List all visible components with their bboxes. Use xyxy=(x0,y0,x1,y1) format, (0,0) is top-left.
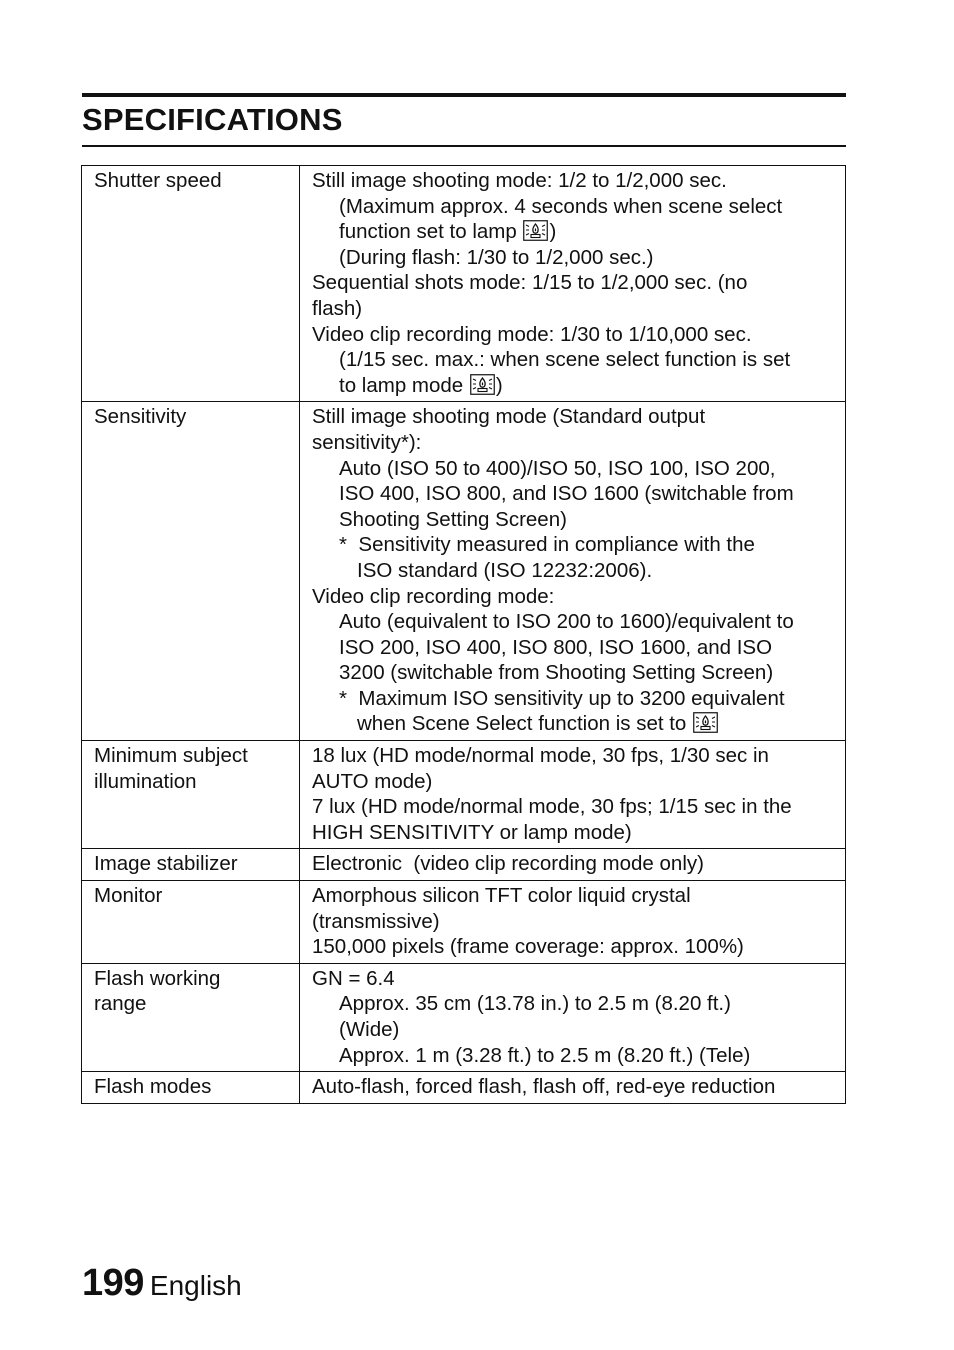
spec-line: 150,000 pixels (frame coverage: approx. 100%) xyxy=(312,935,744,959)
spec-line: ISO 200, ISO 400, ISO 800, ISO 1600, and ISO xyxy=(339,635,773,659)
spec-label-minimum-illumination xyxy=(82,741,300,849)
spec-text: to lamp mode xyxy=(339,373,464,397)
spec-line: Auto (ISO 50 to 400)/ISO 50, ISO 100, ISO 200, xyxy=(339,456,776,480)
spec-line: GN = 6.4 xyxy=(312,966,395,990)
specifications-table xyxy=(81,165,846,1104)
lamp-mode-icon xyxy=(470,374,495,395)
spec-value-sensitivity xyxy=(300,402,846,741)
spec-line: 3200 (switchable from Shooting Setting Screen) xyxy=(339,661,774,685)
spec-line: Amorphous silicon TFT color liquid crystal xyxy=(312,884,691,908)
spec-line: Video clip recording mode: 1/30 to 1/10,000 sec. xyxy=(312,322,752,346)
spec-line: Still image shooting mode (Standard output xyxy=(312,405,706,429)
spec-text: ) xyxy=(495,373,503,397)
spec-line: Still image shooting mode: 1/2 to 1/2,000 sec. xyxy=(312,169,727,192)
spec-line: 7 lux (HD mode/normal mode, 30 fps; 1/15 sec in the xyxy=(312,795,792,819)
spec-value-image-stabilizer xyxy=(300,849,846,881)
table-row xyxy=(82,741,846,849)
spec-value-minimum-illumination xyxy=(300,741,846,849)
spec-label-image-stabilizer: Image stabilizer xyxy=(82,849,300,881)
spec-text: when Scene Select function is set to xyxy=(357,712,687,736)
spec-line: Auto-flash, forced flash, flash off, red-eye reduction xyxy=(312,1075,776,1099)
table-row xyxy=(82,402,846,741)
spec-value-flash-modes xyxy=(300,1072,846,1104)
spec-label-sensitivity: Sensitivity xyxy=(82,402,300,741)
table-row xyxy=(82,881,846,964)
spec-line: Auto (equivalent to ISO 200 to 1600)/equivalent to xyxy=(339,610,794,634)
page-title: SPECIFICATIONS xyxy=(82,102,343,137)
page-language: English xyxy=(149,1270,242,1301)
header-bottom-rule xyxy=(82,145,846,147)
header-top-rule xyxy=(82,93,846,97)
spec-line: (Wide) xyxy=(339,1018,400,1041)
table-row xyxy=(82,166,846,402)
spec-label-line: range xyxy=(94,992,147,1016)
lamp-mode-icon xyxy=(523,220,548,241)
spec-label-line: Flash working xyxy=(94,966,221,990)
spec-text: Sensitivity measured in compliance with the xyxy=(358,533,755,557)
spec-text: Maximum ISO sensitivity up to 3200 equivalent xyxy=(358,686,785,710)
spec-line: ISO 400, ISO 800, and ISO 1600 (switchable from xyxy=(339,482,794,506)
footnote-marker: * xyxy=(339,533,347,557)
spec-text: function set to lamp xyxy=(339,220,517,244)
spec-line: Approx. 1 m (3.28 ft.) to 2.5 m (8.20 ft.) (Tele) xyxy=(339,1043,751,1067)
spec-text: ) xyxy=(549,220,557,244)
spec-line: Approx. 35 cm (13.78 in.) to 2.5 m (8.20 ft.) xyxy=(339,992,731,1016)
spec-text-with-icon xyxy=(357,711,833,737)
spec-line: flash) xyxy=(312,296,363,320)
table-row xyxy=(82,849,846,881)
page-footer xyxy=(82,1262,242,1305)
spec-label-line: Minimum subject xyxy=(94,744,248,768)
spec-label-shutter-speed: Shutter speed xyxy=(82,166,300,402)
spec-line: Video clip recording mode: xyxy=(312,584,555,608)
spec-line: 18 lux (HD mode/normal mode, 30 fps, 1/30 sec in xyxy=(312,744,769,768)
page-number: 199 xyxy=(82,1262,144,1304)
footnote xyxy=(312,532,833,583)
spec-value-monitor xyxy=(300,881,846,964)
spec-label-flash-modes: Flash modes xyxy=(82,1072,300,1104)
spec-line: Electronic (video clip recording mode only) xyxy=(312,852,704,876)
spec-label-line: illumination xyxy=(94,769,197,793)
spec-line: HIGH SENSITIVITY or lamp mode) xyxy=(312,820,632,844)
table-row xyxy=(82,963,846,1071)
spec-line: (Maximum approx. 4 seconds when scene select xyxy=(339,194,783,218)
spec-label-monitor: Monitor xyxy=(82,881,300,964)
spec-label-flash-range xyxy=(82,963,300,1071)
spec-line: (During flash: 1/30 to 1/2,000 sec.) xyxy=(339,245,654,269)
spec-text: ISO standard (ISO 12232:2006). xyxy=(357,558,653,582)
spec-line: sensitivity*): xyxy=(312,430,422,454)
spec-line: Sequential shots mode: 1/15 to 1/2,000 sec. (no xyxy=(312,271,748,295)
spec-value-flash-range xyxy=(300,963,846,1071)
footnote-marker: * xyxy=(339,686,347,710)
spec-line: (1/15 sec. max.: when scene select function is set xyxy=(339,348,791,372)
spec-line xyxy=(312,373,833,399)
table-row xyxy=(82,1072,846,1104)
lamp-mode-icon xyxy=(693,712,718,733)
footnote xyxy=(312,686,833,737)
spec-line: Shooting Setting Screen) xyxy=(339,507,567,531)
spec-line: AUTO mode) xyxy=(312,769,433,793)
spec-line: (transmissive) xyxy=(312,909,440,933)
spec-line xyxy=(312,219,833,245)
spec-value-shutter-speed xyxy=(300,166,846,402)
